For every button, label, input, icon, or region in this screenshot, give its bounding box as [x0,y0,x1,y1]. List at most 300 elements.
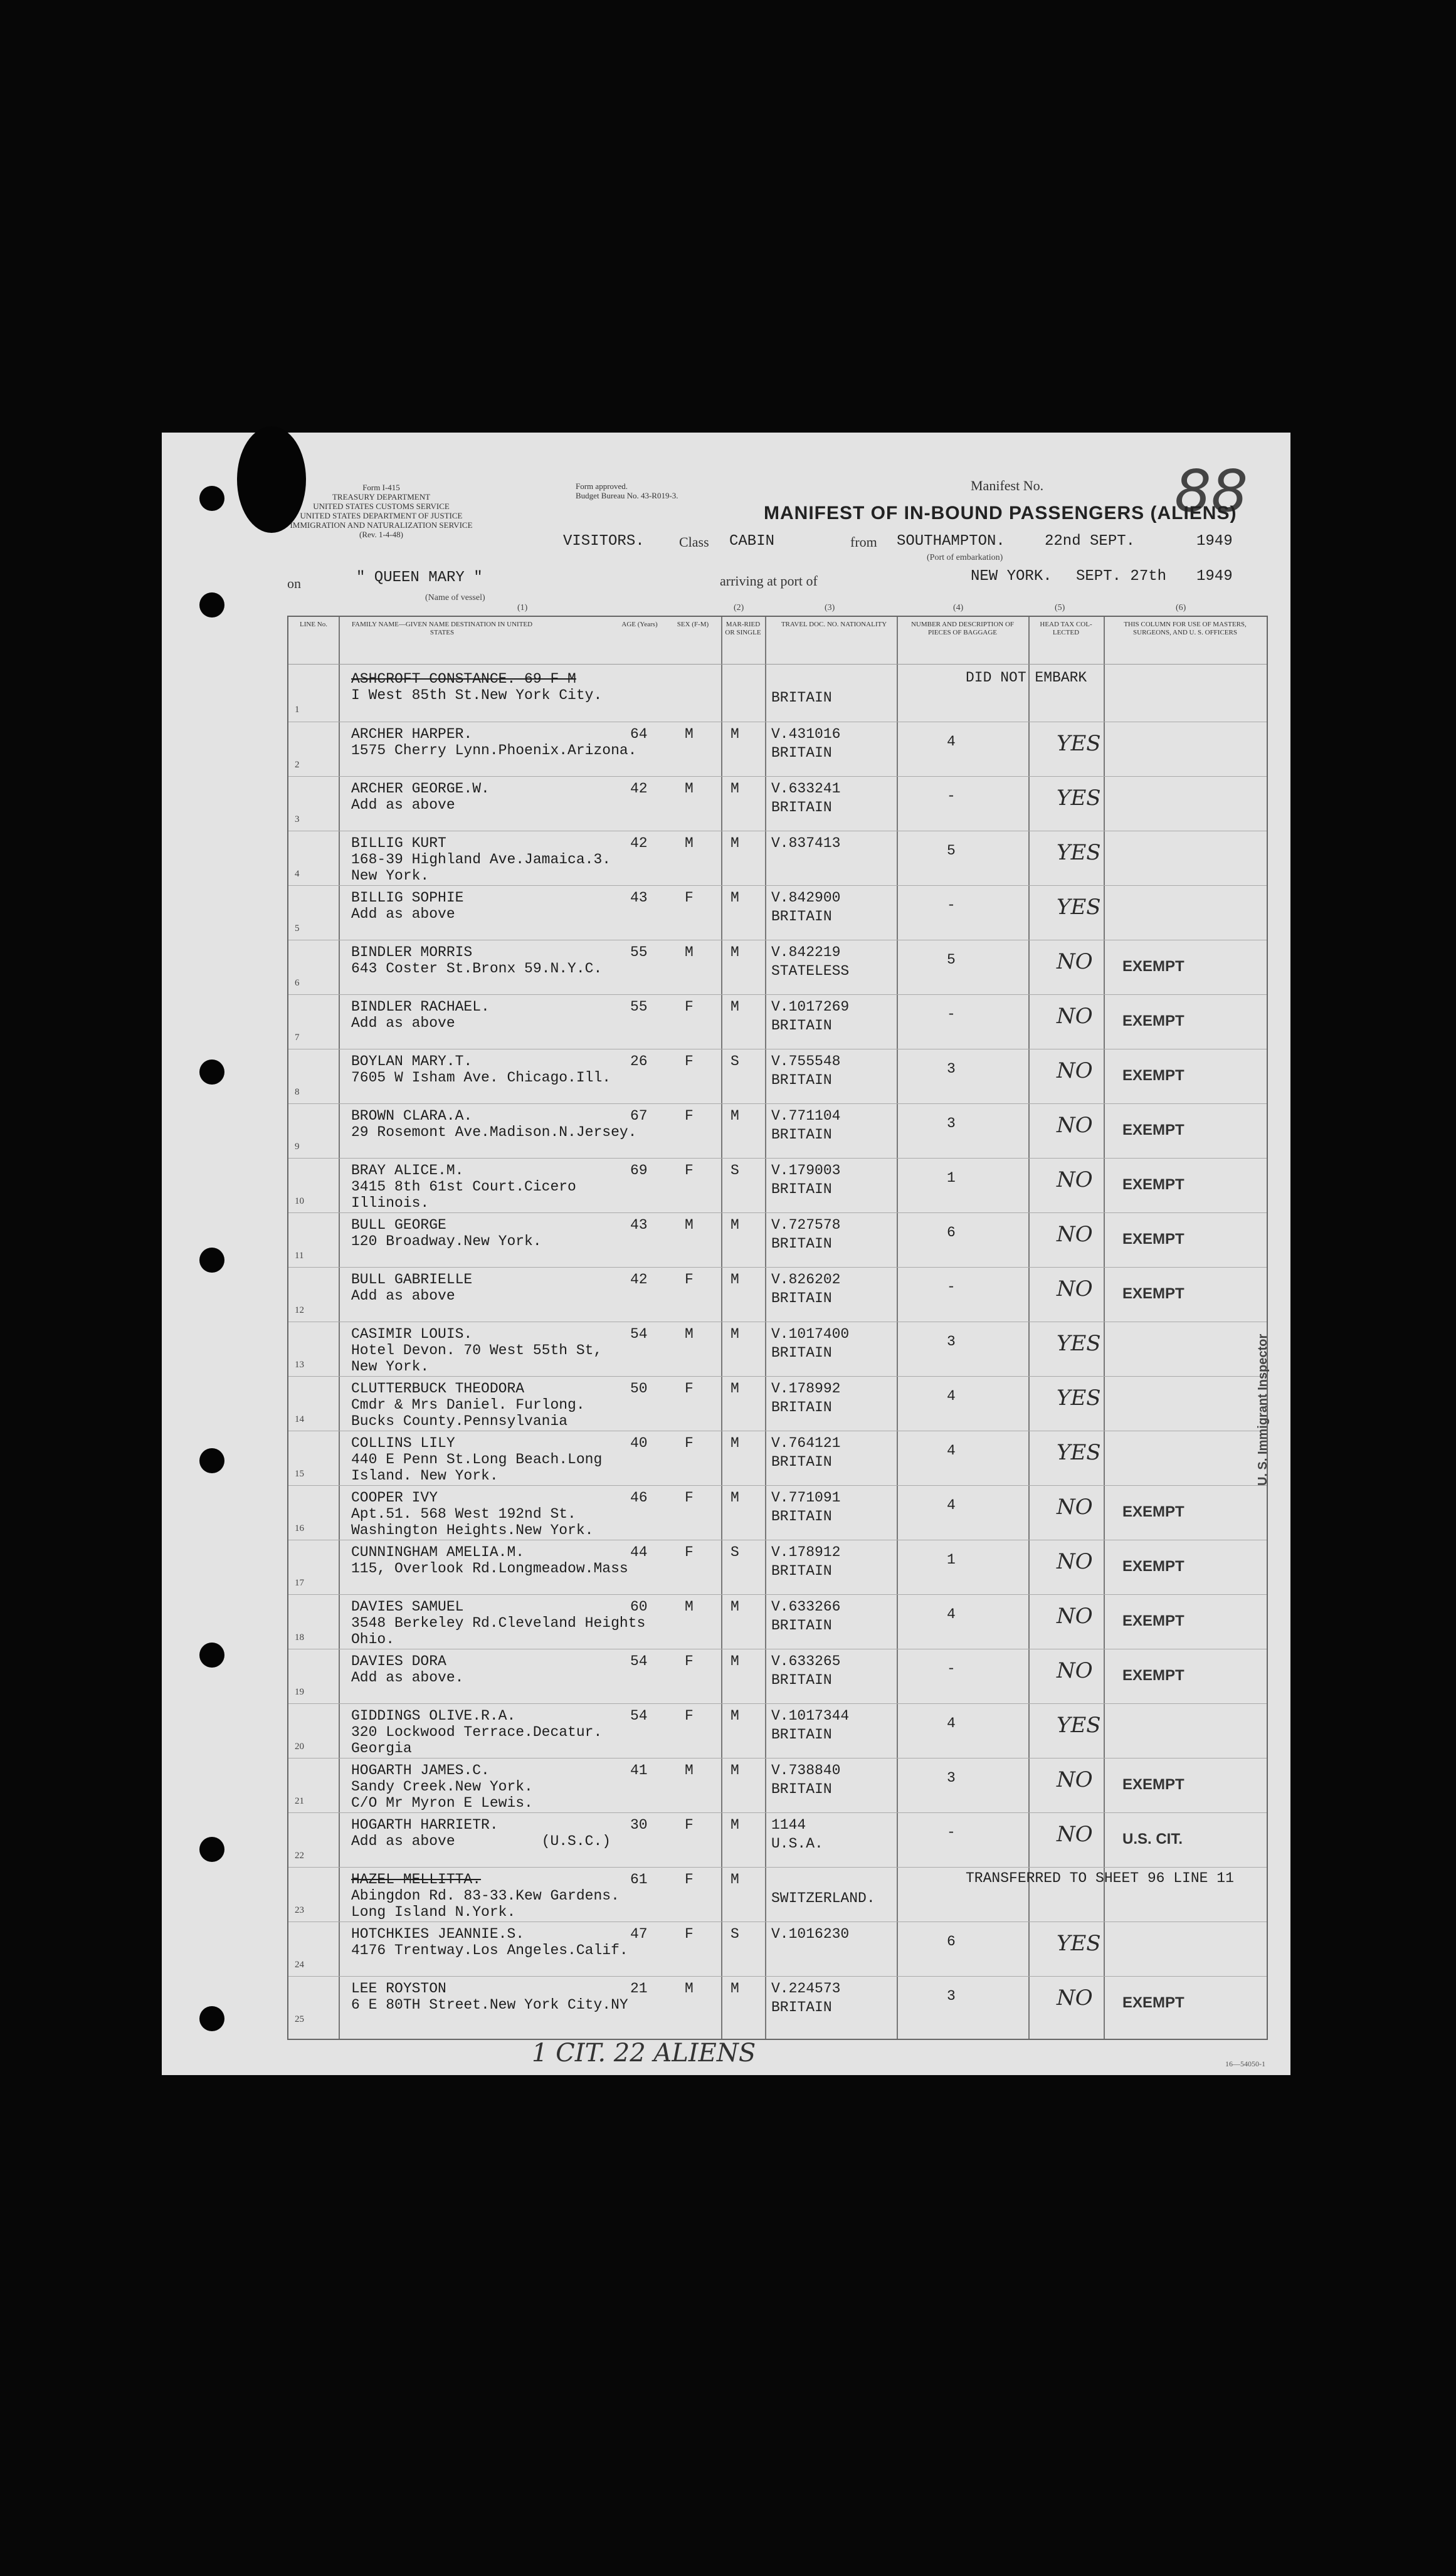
travel-doc-no: V.1017400 [771,1326,850,1342]
manifest-sheet [162,433,1290,2075]
line-number: 23 [295,1905,304,1915]
nationality: BRITAIN [771,1236,832,1252]
passenger-age: 47 [630,1926,648,1942]
line-number: 3 [295,814,300,824]
on-label: on [287,576,301,591]
officer-note: EXEMPT [1122,1122,1184,1138]
baggage-count: 3 [947,1988,956,2004]
passenger-sex: F [685,999,694,1015]
passenger-sex: F [685,890,694,906]
passenger-table [287,603,1268,2040]
marital-status: M [731,726,739,742]
officer-note: EXEMPT [1122,1231,1184,1248]
head-tax: NO [1057,1495,1093,1520]
line-number: 4 [295,869,300,879]
table-row [288,1812,1267,1868]
travel-doc-no: V.431016 [771,726,841,742]
baggage-count: 5 [947,952,956,968]
line-number: 21 [295,1796,304,1806]
vessel-name: " QUEEN MARY " [356,569,483,586]
passenger-sex: M [685,944,694,960]
nationality: BRITAIN [771,1345,832,1361]
nationality: BRITAIN [771,799,832,816]
baggage-count: - [947,897,956,913]
col-baggage: NUMBER AND DESCRIPTION OF PIECES OF BAGGAGE [910,621,1015,636]
marital-status: M [731,1599,739,1615]
nationality: BRITAIN [771,908,832,925]
head-tax: NO [1057,1549,1093,1574]
destination: 7605 W Isham Ave. Chicago.Ill. [351,1070,611,1086]
travel-doc-no: V.764121 [771,1435,841,1451]
table-row [288,1103,1267,1159]
destination: 440 E Penn St.Long Beach.Long Island. New York. [351,1451,603,1484]
departure-date: 22nd SEPT. [1045,533,1136,550]
table-row [288,1267,1267,1322]
punch-hole [199,1448,224,1473]
col-num-6: (6) [1176,603,1186,612]
form-approved: Form approved. [576,481,628,491]
officer-note: EXEMPT [1122,1067,1184,1084]
table-row [288,1322,1267,1377]
destination: 1575 Cherry Lynn.Phoenix.Arizona. [351,742,637,759]
passenger-age: 54 [630,1653,648,1669]
baggage-count: - [947,1824,956,1841]
col-num-3: (3) [825,603,835,612]
col-tax: HEAD TAX COL-LECTED [1040,621,1092,636]
form-code: 16—54050-1 [1225,2059,1265,2068]
punch-hole [199,592,224,618]
baggage-count: - [947,1279,956,1295]
nationality: BRITAIN [771,1399,832,1416]
head-tax: YES [1057,1713,1101,1738]
punch-hole [199,2006,224,2031]
passenger-age: 67 [630,1108,648,1124]
baggage-count: 4 [947,733,956,750]
head-tax: YES [1057,1385,1101,1411]
passenger-name: BULL GABRIELLE [351,1271,473,1288]
baggage-count: - [947,788,956,804]
passenger-name: ASHCROFT CONSTANCE. 69 F M [351,671,576,687]
arrival-year: 1949 [1196,568,1233,585]
marital-status: M [731,835,739,851]
marital-status: M [731,999,739,1015]
passenger-sex: F [685,1053,694,1070]
baggage-count: 4 [947,1715,956,1732]
punch-hole [199,1059,224,1085]
line-number: 18 [295,1632,304,1643]
head-tax: NO [1057,1167,1093,1192]
nationality: BRITAIN [771,1290,832,1306]
passenger-name: BULL GEORGE [351,1217,446,1233]
marital-status: M [731,1326,739,1342]
arriving-label: arriving at port of [720,573,818,589]
passenger-age: 42 [630,835,648,851]
line-number: 25 [295,2014,304,2024]
row-status-note: TRANSFERRED TO SHEET 96 LINE 11 [966,1870,1234,1886]
passenger-sex: M [685,1217,694,1233]
passenger-name: BRAY ALICE.M. [351,1162,464,1179]
nationality: SWITZERLAND. [771,1890,875,1906]
nationality: BRITAIN [771,1072,832,1088]
passenger-sex: F [685,1108,694,1124]
line-number: 5 [295,923,300,933]
destination: Add as above [351,1288,455,1304]
nationality: BRITAIN [771,1781,832,1797]
line-number: 13 [295,1360,304,1370]
head-tax: NO [1057,1113,1093,1138]
passenger-sex: F [685,1817,694,1833]
passenger-name: GIDDINGS OLIVE.R.A. [351,1708,516,1724]
col-line: LINE No. [300,621,327,628]
nationality: BRITAIN [771,1454,832,1470]
destination: I West 85th St.New York City. [351,687,603,703]
destination: Add as above (U.S.C.) [351,1833,611,1849]
passenger-age: 43 [630,890,648,906]
passenger-age: 60 [630,1599,648,1615]
marital-status: M [731,1217,739,1233]
nationality: BRITAIN [771,1727,832,1743]
treasury-dept: TREASURY DEPARTMENT [332,492,431,502]
nationality: BRITAIN [771,1999,832,2016]
table-row [288,1376,1267,1431]
head-tax: NO [1057,1604,1093,1629]
table-row [288,776,1267,831]
passenger-name: CASIMIR LOUIS. [351,1326,473,1342]
manifest-number: 88 [1174,458,1248,525]
port-caption: (Port of embarkation) [927,553,1003,562]
table-row [288,722,1267,777]
passenger-age: 42 [630,781,648,797]
destination: 4176 Trentway.Los Angeles.Calif. [351,1942,628,1958]
nationality: STATELESS [771,963,850,979]
officer-note: EXEMPT [1122,1776,1184,1793]
passenger-age: 64 [630,726,648,742]
line-number: 16 [295,1523,304,1533]
punch-hole [199,1643,224,1668]
head-tax: YES [1057,840,1101,865]
col-num-1: (1) [517,603,528,612]
inspector-caption: U. S. Immigrant Inspector [1256,1333,1270,1486]
form-revision: (Rev. 1-4-48) [359,530,403,539]
travel-doc-no: V.633241 [771,781,841,797]
table-row [288,1703,1267,1759]
travel-doc-no: V.633265 [771,1653,841,1669]
line-number: 22 [295,1851,304,1861]
travel-doc-no: V.771091 [771,1490,841,1506]
passenger-name: HAZEL MELLITTA. [351,1871,482,1888]
line-number: 6 [295,978,300,988]
line-number: 8 [295,1087,300,1097]
line-number: 10 [295,1196,304,1206]
officer-note: EXEMPT [1122,1503,1184,1520]
col-age: AGE (Years) [621,621,658,628]
table-row [288,1485,1267,1540]
punch-hole [199,1837,224,1862]
marital-status: M [731,1271,739,1288]
travel-doc-no: V.842219 [771,944,841,960]
line-number: 19 [295,1687,304,1697]
punch-hole [199,1248,224,1273]
baggage-count: 6 [947,1933,956,1950]
passenger-category: VISITORS. [563,533,645,550]
travel-doc-no: V.1017344 [771,1708,850,1724]
head-tax: YES [1057,1440,1101,1465]
officer-note: EXEMPT [1122,1612,1184,1629]
marital-status: M [731,781,739,797]
officer-note: EXEMPT [1122,1285,1184,1302]
baggage-count: - [947,1006,956,1023]
travel-doc-no: V.727578 [771,1217,841,1233]
col-num-4: (4) [953,603,964,612]
passenger-name: DAVIES DORA [351,1653,446,1669]
marital-status: M [731,1490,739,1506]
nationality: BRITAIN [771,1563,832,1579]
table-row [288,1976,1267,2031]
passenger-age: 61 [630,1871,648,1888]
arrival-port: NEW YORK. [971,568,1052,585]
destination: 168-39 Highland Ave.Jamaica.3. New York. [351,851,611,884]
passenger-sex: M [685,1980,694,1997]
baggage-count: - [947,1661,956,1677]
destination: 120 Broadway.New York. [351,1233,542,1249]
passenger-sex: F [685,1653,694,1669]
line-number: 24 [295,1960,304,1970]
passenger-name: BROWN CLARA.A. [351,1108,473,1124]
class-label: Class [679,534,709,550]
col-officers: THIS COLUMN FOR USE OF MASTERS, SURGEONS, AND U. S. OFFICERS [1124,621,1247,636]
table-row [288,994,1267,1049]
marital-status: M [731,1708,739,1724]
punch-hole [199,486,224,511]
passenger-age: 50 [630,1380,648,1397]
table-row [288,1758,1267,1813]
from-label: from [850,534,877,550]
col-sex: SEX (F-M) [677,621,709,628]
passenger-age: 55 [630,944,648,960]
passenger-age: 43 [630,1217,648,1233]
passenger-name: HOGARTH HARRIETR. [351,1817,499,1833]
marital-status: M [731,1435,739,1451]
head-tax: NO [1057,1276,1093,1301]
baggage-count: 5 [947,843,956,859]
travel-doc-no: V.842900 [771,890,841,906]
passenger-name: BINDLER MORRIS [351,944,473,960]
destination: Sandy Creek.New York. C/O Mr Myron E Lewis. [351,1779,533,1811]
nationality: BRITAIN [771,1017,832,1034]
passenger-name: CLUTTERBUCK THEODORA [351,1380,525,1397]
passenger-name: COLLINS LILY [351,1435,455,1451]
passenger-age: 46 [630,1490,648,1506]
customs-service: UNITED STATES CUSTOMS SERVICE [313,502,450,511]
destination: Add as above [351,797,455,813]
head-tax: NO [1057,1658,1093,1683]
passenger-name: COOPER IVY [351,1490,438,1506]
destination: 6 E 80TH Street.New York City.NY [351,1997,628,2013]
col-num-2: (2) [734,603,744,612]
line-number: 1 [295,705,300,715]
class-value: CABIN [729,533,775,550]
travel-doc-no: V.771104 [771,1108,841,1124]
baggage-count: 4 [947,1443,956,1459]
passenger-sex: F [685,1926,694,1942]
marital-status: S [731,1053,739,1070]
passenger-sex: M [685,1599,694,1615]
manifest-title: MANIFEST OF IN-BOUND PASSENGERS (ALIENS) [764,503,1237,523]
line-number: 14 [295,1414,304,1424]
passenger-age: 54 [630,1326,648,1342]
passenger-age: 44 [630,1544,648,1560]
baggage-count: 4 [947,1497,956,1513]
officer-note: EXEMPT [1122,1176,1184,1193]
marital-status: M [731,1108,739,1124]
table-row [288,1921,1267,1977]
passenger-sex: M [685,726,694,742]
destination: Abingdon Rd. 83-33.Kew Gardens. Long Island N.York. [351,1888,620,1920]
destination: 3415 8th 61st Court.Cicero Illinois. [351,1179,576,1211]
head-tax: NO [1057,1222,1093,1247]
nationality: BRITAIN [771,1181,832,1197]
passenger-name: ARCHER GEORGE.W. [351,781,490,797]
passenger-name: DAVIES SAMUEL [351,1599,464,1615]
nationality: BRITAIN [771,1617,832,1634]
passenger-name: BILLIG SOPHIE [351,890,464,906]
passenger-age: 40 [630,1435,648,1451]
line-number: 20 [295,1742,304,1752]
table-row [288,1049,1267,1104]
passenger-name: HOTCHKIES JEANNIE.S. [351,1926,525,1942]
destination: Cmdr & Mrs Daniel. Furlong. Bucks County.Pennsylvania [351,1397,585,1429]
passenger-sex: F [685,1271,694,1288]
travel-doc-no: V.178992 [771,1380,841,1397]
row-status-note: DID NOT EMBARK [966,670,1087,686]
baggage-count: 3 [947,1061,956,1077]
marital-status: M [731,890,739,906]
passenger-age: 69 [630,1162,648,1179]
nationality: BRITAIN [771,1127,832,1143]
head-tax: YES [1057,786,1101,811]
officer-note: EXEMPT [1122,1012,1184,1029]
marital-status: M [731,1980,739,1997]
marital-status: M [731,1762,739,1779]
nationality: BRITAIN [771,690,832,706]
manifest-no-label: Manifest No. [971,478,1044,493]
baggage-count: 1 [947,1170,956,1186]
line-number: 2 [295,760,300,770]
travel-doc-no: V.178912 [771,1544,841,1560]
baggage-count: 6 [947,1224,956,1241]
travel-doc-no: 1144 [771,1817,806,1833]
head-tax: YES [1057,895,1101,920]
destination: 115, Overlook Rd.Longmeadow.Mass [351,1560,628,1577]
embark-port: SOUTHAMPTON. [897,533,1005,550]
marital-status: M [731,1653,739,1669]
line-number: 17 [295,1578,304,1588]
head-tax: NO [1057,1822,1093,1847]
passenger-name: BOYLAN MARY.T. [351,1053,473,1070]
head-tax: YES [1057,1931,1101,1956]
passenger-sex: M [685,1762,694,1779]
head-tax: NO [1057,1058,1093,1083]
nationality: BRITAIN [771,1672,832,1688]
col-num-5: (5) [1055,603,1065,612]
baggage-count: 3 [947,1115,956,1132]
marital-status: S [731,1544,739,1560]
destination: 29 Rosemont Ave.Madison.N.Jersey. [351,1124,637,1140]
passenger-sex: M [685,835,694,851]
line-number: 9 [295,1142,300,1152]
table-row [288,885,1267,940]
baggage-count: 3 [947,1770,956,1786]
passenger-age: 41 [630,1762,648,1779]
table-row [288,1594,1267,1649]
travel-doc-no: V.837413 [771,835,841,851]
destination: Add as above. [351,1669,464,1686]
departure-year: 1949 [1196,533,1233,550]
passenger-age: 21 [630,1980,648,1997]
head-tax: YES [1057,731,1101,756]
head-tax: NO [1057,949,1093,974]
budget-bureau: Budget Bureau No. 43-R019-3. [576,491,678,500]
marital-status: M [731,1817,739,1833]
travel-doc-no: V.755548 [771,1053,841,1070]
officer-note: EXEMPT [1122,958,1184,975]
travel-doc-no: V.224573 [771,1980,841,1997]
passenger-name: BINDLER RACHAEL. [351,999,490,1015]
passenger-name: CUNNINGHAM AMELIA.M. [351,1544,525,1560]
passenger-name: LEE ROYSTON [351,1980,446,1997]
destination: Hotel Devon. 70 West 55th St, New York. [351,1342,603,1375]
baggage-count: 4 [947,1388,956,1404]
baggage-count: 4 [947,1606,956,1622]
passenger-sex: F [685,1435,694,1451]
travel-doc-no: V.1017269 [771,999,850,1015]
passenger-age: 42 [630,1271,648,1288]
marital-status: M [731,1380,739,1397]
table-row [288,1867,1267,1922]
passenger-sex: F [685,1708,694,1724]
passenger-sex: F [685,1871,694,1888]
line-number: 11 [295,1251,304,1261]
table-row [288,1540,1267,1595]
baggage-count: 3 [947,1333,956,1350]
officer-note: U.S. CIT. [1122,1831,1183,1848]
passenger-sex: F [685,1490,694,1506]
travel-doc-no: V.826202 [771,1271,841,1288]
destination: 3548 Berkeley Rd.Cleveland Heights Ohio. [351,1615,646,1648]
col-name: FAMILY NAME—GIVEN NAME DESTINATION IN UNITED STATES [351,621,533,636]
col-doc: TRAVEL DOC. NO. NATIONALITY [781,621,887,628]
head-tax: NO [1057,1004,1093,1029]
table-row [288,1212,1267,1268]
passenger-sex: M [685,1326,694,1342]
table-row [288,940,1267,995]
line-number: 7 [295,1033,300,1043]
marital-status: M [731,944,739,960]
nationality: U.S.A. [771,1836,823,1852]
justice-dept: UNITED STATES DEPARTMENT OF JUSTICE [300,511,463,520]
line-number: 12 [295,1305,304,1315]
travel-doc-no: V.179003 [771,1162,841,1179]
travel-doc-no: V.633266 [771,1599,841,1615]
vessel-caption: (Name of vessel) [425,593,485,602]
destination: Apt.51. 568 West 192nd St. Washington Heights.New York. [351,1506,594,1538]
table-row [288,1649,1267,1704]
officer-note: EXEMPT [1122,1558,1184,1575]
table-row [288,831,1267,886]
head-tax: NO [1057,1767,1093,1792]
marital-status: S [731,1926,739,1942]
baggage-count: 1 [947,1552,956,1568]
